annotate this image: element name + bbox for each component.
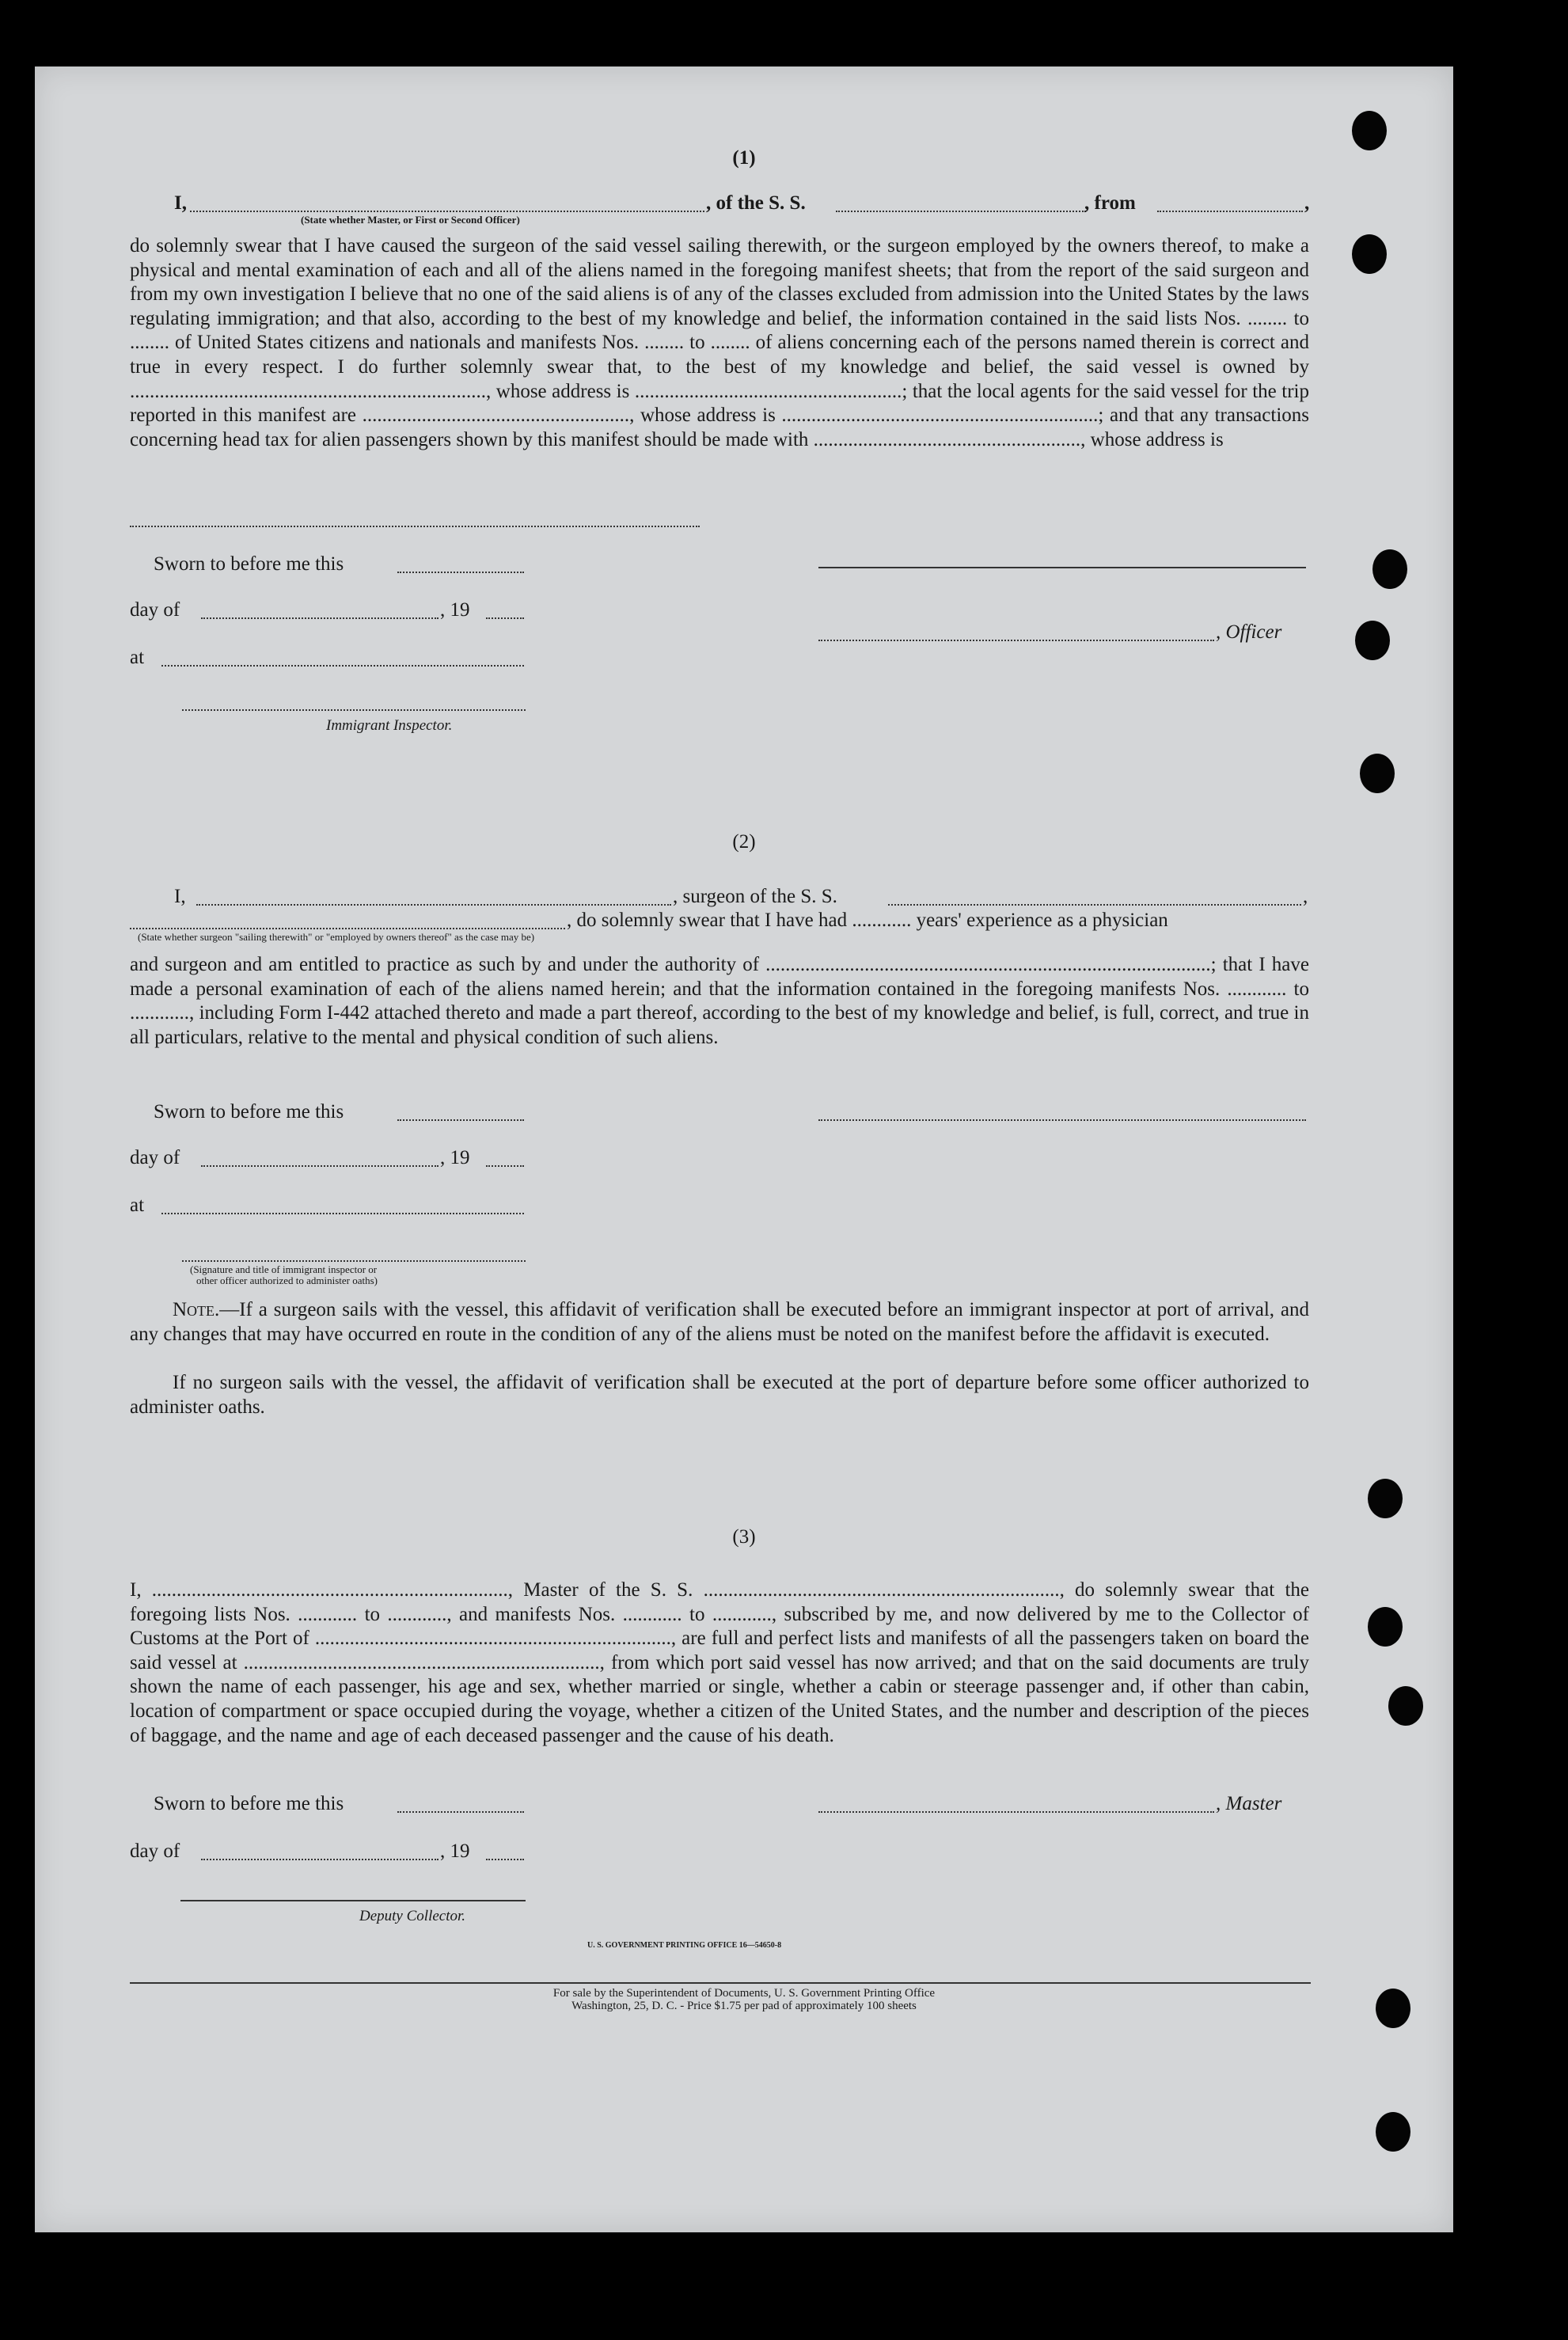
document-page bbox=[35, 66, 1453, 2232]
s2-note-label: Note. bbox=[173, 1299, 220, 1320]
s1-line1-prefix: I, bbox=[174, 192, 187, 214]
s1-line1-mid: , of the S. S. bbox=[706, 192, 806, 214]
s2-day-of: day of bbox=[130, 1147, 180, 1168]
s2-note-2: If no surgeon sails with the vessel, the affidavit of verification shall be executed at the port of departure before some officer authorized to administer oaths. bbox=[130, 1372, 1309, 1418]
s1-sworn-blank bbox=[397, 572, 524, 573]
s2-signature-line bbox=[818, 1119, 1306, 1121]
section-2-heading: (2) bbox=[732, 831, 756, 853]
binder-hole bbox=[1368, 1479, 1403, 1518]
s3-body: I, ........................................................................, Master of the S. S. ........................................................................, do solemnly swear that the foregoing lists Nos. ............ to ............, and manifests Nos. ............ to ............, subscribed by me, and now delivered by me to the Collector of Customs at the Port of ........................................................................, are full and perfect lists and manifests of all the passengers taken on board the said vessel at ........................................................................, from which port said vessel has now arrived; and that on the said documents are truly shown the name of each passenger, his age and sex, whether married or single, whether a cabin or steerage passenger and, if other than cabin, location of compartment or space occupied during the voyage, whether a citizen of the United States, and the number and description of the pieces of baggage, and the name and age of each deceased passenger and the cause of his death. bbox=[130, 1579, 1309, 1746]
s2-sworn: Sworn to before me this bbox=[154, 1101, 344, 1123]
s2-line1-mid: , surgeon of the S. S. bbox=[673, 886, 837, 907]
binder-hole bbox=[1360, 754, 1395, 793]
s1-inspector-line bbox=[182, 709, 526, 711]
section-1-heading: (1) bbox=[732, 147, 756, 169]
s2-year: , 19 bbox=[440, 1147, 470, 1168]
sale-line-1: For sale by the Superintendent of Documents, U. S. Government Printing Office bbox=[552, 1987, 936, 2000]
s1-body: do solemnly swear that I have caused the surgeon of the said vessel sailing therewith, or the surgeon employed by the owners thereof, to make a physical and mental examination of each and all of the aliens named in the foregoing manifest sheets; that from the report of the said surgeon and from my own investigation I believe that no one of the said aliens is of any of the classes excluded from admission into the United States by the laws regulating immigration; and that also, according to the best of my knowledge and belief, the information contained in the said lists Nos. ........ to ........ of United States citizens and nationals and manifests Nos. ........ to ........ of aliens concerning each of the persons named therein is correct and true in every respect. I do further solemnly swear that, to the best of my knowledge and belief, the said vessel is owned by ........................................................................, whose address is ......................................................; that the local agents for the said vessel for the trip reported in this manifest are ......................................................, whose address is ................................................................; and that any transactions concerning head tax for alien passengers shown by this manifest should be made with ......................................................, whose address is bbox=[130, 235, 1309, 450]
s2-official-line bbox=[182, 1260, 526, 1262]
s2-line1-end: , bbox=[1303, 886, 1308, 907]
s1-day-blank bbox=[201, 617, 439, 619]
s2-at-blank bbox=[161, 1213, 524, 1214]
gpo-imprint: U. S. GOVERNMENT PRINTING OFFICE 16—54650-8 bbox=[587, 1941, 782, 1950]
sale-line-2: Washington, 25, D. C. - Price $1.75 per pad of approximately 100 sheets bbox=[571, 2000, 917, 2012]
binder-hole bbox=[1352, 111, 1387, 150]
s3-sworn-blank bbox=[397, 1811, 524, 1813]
s2-caption: (State whether surgeon "sailing therewith" or "employed by owners thereof" as the case may be) bbox=[138, 931, 535, 943]
s2-vessel-blank bbox=[888, 904, 1301, 906]
s1-year: , 19 bbox=[440, 599, 470, 621]
s1-year-blank bbox=[486, 617, 524, 619]
s2-sworn-blank bbox=[397, 1119, 524, 1121]
s1-at: at bbox=[130, 647, 145, 668]
s3-master-line bbox=[818, 1811, 1214, 1813]
s1-officer-label: , Officer bbox=[1216, 621, 1282, 643]
s1-day-of: day of bbox=[130, 599, 180, 621]
s2-sig-caption-1: (Signature and title of immigrant inspector or bbox=[190, 1263, 378, 1275]
s3-sworn: Sworn to before me this bbox=[154, 1793, 344, 1814]
s2-note-1-text: —If a surgeon sails with the vessel, this affidavit of verification shall be executed before an immigrant inspector at port of arrival, and any changes that may have occurred en route in the condition of any of the aliens must be noted on the manifest before the affidavit is executed. bbox=[130, 1299, 1309, 1345]
binder-hole bbox=[1388, 1686, 1423, 1726]
s2-body: and surgeon and am entitled to practice as such by and under the authority of ..........................................................................................; that I have made a personal examination of each of the aliens named herein; and that the information contained in the foregoing manifests Nos. ............ to ............, including Form I-442 attached thereto and made a part thereof, according to the best of my knowledge and belief, is full, correct, and true in all particulars, relative to the mental and physical condition of such aliens. bbox=[130, 954, 1309, 1048]
s3-year: , 19 bbox=[440, 1840, 470, 1862]
s1-officer-blank bbox=[190, 211, 704, 212]
s1-line1-end: , bbox=[1304, 192, 1310, 214]
s3-collector-label: Deputy Collector. bbox=[359, 1908, 466, 1924]
s3-day-of: day of bbox=[130, 1840, 180, 1862]
binder-hole bbox=[1376, 2112, 1410, 2152]
binder-hole bbox=[1372, 549, 1407, 589]
s3-year-blank bbox=[486, 1859, 524, 1860]
s1-signature-line bbox=[818, 567, 1306, 568]
binder-hole bbox=[1352, 234, 1387, 274]
s2-type-blank bbox=[130, 928, 565, 929]
s2-sig-caption-2: other officer authorized to administer oaths) bbox=[196, 1274, 378, 1286]
s2-line2: , do solemnly swear that I have had ............ years' experience as a physician bbox=[567, 910, 1168, 931]
s1-address-blank bbox=[130, 526, 700, 527]
s2-line1-prefix: I, bbox=[174, 886, 186, 907]
s2-at: at bbox=[130, 1195, 145, 1216]
s1-inspector-label: Immigrant Inspector. bbox=[326, 717, 453, 734]
s1-sworn: Sworn to before me this bbox=[154, 553, 344, 575]
s1-caption: (State whether Master, or First or Second Officer) bbox=[301, 214, 520, 226]
s3-day-blank bbox=[201, 1859, 439, 1860]
s3-collector-line bbox=[180, 1900, 526, 1901]
s1-officer-blank-line bbox=[818, 640, 1214, 641]
footer-rule bbox=[130, 1982, 1311, 1984]
s2-note-1 bbox=[130, 1298, 1309, 1347]
s2-surgeon-blank bbox=[196, 904, 671, 906]
binder-hole bbox=[1376, 1989, 1410, 2028]
s1-at-blank bbox=[161, 665, 524, 667]
binder-hole bbox=[1368, 1607, 1403, 1647]
binder-hole bbox=[1355, 621, 1390, 660]
s1-from-blank bbox=[1157, 211, 1303, 212]
s1-line1-from: , from bbox=[1084, 192, 1136, 214]
s3-master-label: , Master bbox=[1216, 1793, 1282, 1814]
s1-vessel-blank bbox=[836, 211, 1086, 212]
s2-year-blank bbox=[486, 1165, 524, 1167]
section-3-heading: (3) bbox=[732, 1526, 756, 1548]
s2-day-blank bbox=[201, 1165, 439, 1167]
